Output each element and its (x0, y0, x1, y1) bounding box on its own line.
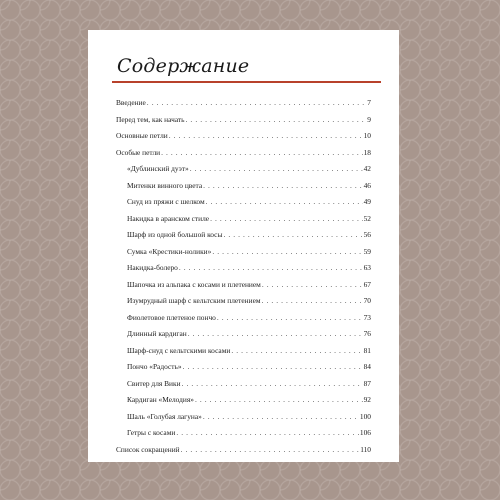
toc-entry (127, 214, 371, 224)
toc-leader-dots (195, 395, 363, 405)
toc-entry-title: Изумрудный шарф с кельтским плетением (127, 296, 261, 305)
toc-entry (127, 346, 371, 356)
toc-entry-page: 73 (363, 312, 371, 322)
toc-entry (127, 395, 371, 405)
title-underline (112, 81, 381, 83)
toc-entry-title: Фиолетовое плетеное пончо (127, 312, 216, 322)
toc-leader-dots (212, 247, 362, 257)
toc-leader-dots (210, 214, 363, 224)
toc-entry-page: 87 (363, 378, 371, 388)
toc-leader-dots (182, 379, 363, 389)
toc-entry-page: 52 (363, 213, 371, 223)
toc-entry-title: Длинный кардиган (127, 329, 187, 338)
toc-entry-title: Особые петли (116, 147, 161, 157)
toc-entry-title: Перед тем, как начать (116, 114, 185, 124)
toc-entry-title: Накидка-болеро (127, 263, 178, 272)
toc-leader-dots (179, 263, 363, 273)
toc-entry (127, 379, 371, 389)
toc-entry (127, 313, 371, 323)
toc-entry (127, 230, 371, 240)
toc-entry-page: 81 (363, 345, 371, 355)
toc-entry-title: Свитер для Вики (127, 378, 181, 388)
toc-entry-title: Шарф из одной большой косы (127, 230, 223, 239)
toc-entry-title: Шарф-снуд с кельтскими косами (127, 345, 231, 355)
toc-entry (127, 280, 371, 290)
toc-entry-page: 92 (363, 395, 371, 404)
toc-leader-dots (169, 131, 363, 141)
toc-entry-page: 76 (363, 329, 371, 338)
toc-entry-page: 59 (363, 246, 371, 256)
toc-entry-page: 10 (363, 131, 371, 140)
book-page (88, 30, 399, 462)
toc-entry (116, 115, 371, 125)
toc-leader-dots (206, 197, 363, 207)
toc-leader-dots (181, 445, 360, 455)
toc-leader-dots (186, 115, 367, 125)
toc-leader-dots (188, 329, 363, 339)
toc-entry (127, 181, 371, 191)
toc-leader-dots (223, 230, 362, 240)
toc-leader-dots (161, 148, 363, 158)
toc-leader-dots (203, 412, 359, 422)
toc-entry-title: Митенки винного цвета (127, 180, 203, 190)
toc-entry-title: Пончо «Радость» (127, 362, 182, 371)
toc-entry-page: 100 (359, 411, 371, 421)
toc-entry (116, 148, 371, 158)
toc-entry (127, 263, 371, 273)
toc-entry-page: 70 (363, 296, 371, 305)
toc-entry (127, 428, 371, 438)
toc-entry (127, 412, 371, 422)
toc-entry-page: 46 (363, 180, 371, 190)
toc-entry-title: Основные петли (116, 131, 168, 140)
toc-entry (127, 247, 371, 257)
toc-leader-dots (147, 98, 367, 108)
toc-entry-page: 106 (359, 428, 371, 437)
toc-leader-dots (231, 346, 362, 356)
toc-entry (127, 329, 371, 339)
toc-entry-title: Накидка в аранском стиле (127, 213, 210, 223)
toc-entry (116, 131, 371, 141)
toc-entry-title: Гетры с косами (127, 428, 176, 437)
toc-entry-page: 84 (363, 362, 371, 371)
toc-entry-title: Снуд из пряжи с шелком (127, 197, 205, 206)
toc-entry (127, 164, 371, 174)
toc-entry-page: 56 (363, 230, 371, 239)
toc-entry-title: Сумка «Крестики-нолики» (127, 246, 212, 256)
toc-entry-page: 42 (363, 164, 371, 173)
toc-entry-page: 9 (367, 114, 371, 124)
toc-entry (116, 98, 371, 108)
toc-entry-title: Шаль «Голубая лагуна» (127, 411, 202, 421)
toc-leader-dots (190, 164, 363, 174)
toc-entry-page: 67 (363, 279, 371, 289)
toc-entry (127, 362, 371, 372)
page-title: Содержание (117, 55, 250, 77)
toc-entry-title: Шапочка из альпака с косами и плетением (127, 279, 261, 289)
toc-entry-page: 18 (363, 147, 371, 157)
toc-entry-page: 7 (367, 98, 371, 107)
toc-leader-dots (203, 181, 363, 191)
toc-leader-dots (262, 280, 363, 290)
toc-leader-dots (217, 313, 363, 323)
toc-entry-page: 49 (363, 197, 371, 206)
toc-entry-page: 110 (360, 444, 371, 454)
toc-entry-title: Введение (116, 98, 146, 107)
toc-entry-page: 63 (363, 263, 371, 272)
toc-entry-title: Список сокращений (116, 444, 180, 454)
toc-leader-dots (262, 296, 363, 306)
toc-leader-dots (183, 362, 363, 372)
toc-entry-title: Кардиган «Мелодия» (127, 395, 194, 404)
toc-entry-title: «Дублинский дуэт» (127, 164, 189, 173)
toc-entry (127, 296, 371, 306)
toc-entry (127, 197, 371, 207)
toc-entry (116, 445, 371, 455)
toc-leader-dots (176, 428, 359, 438)
